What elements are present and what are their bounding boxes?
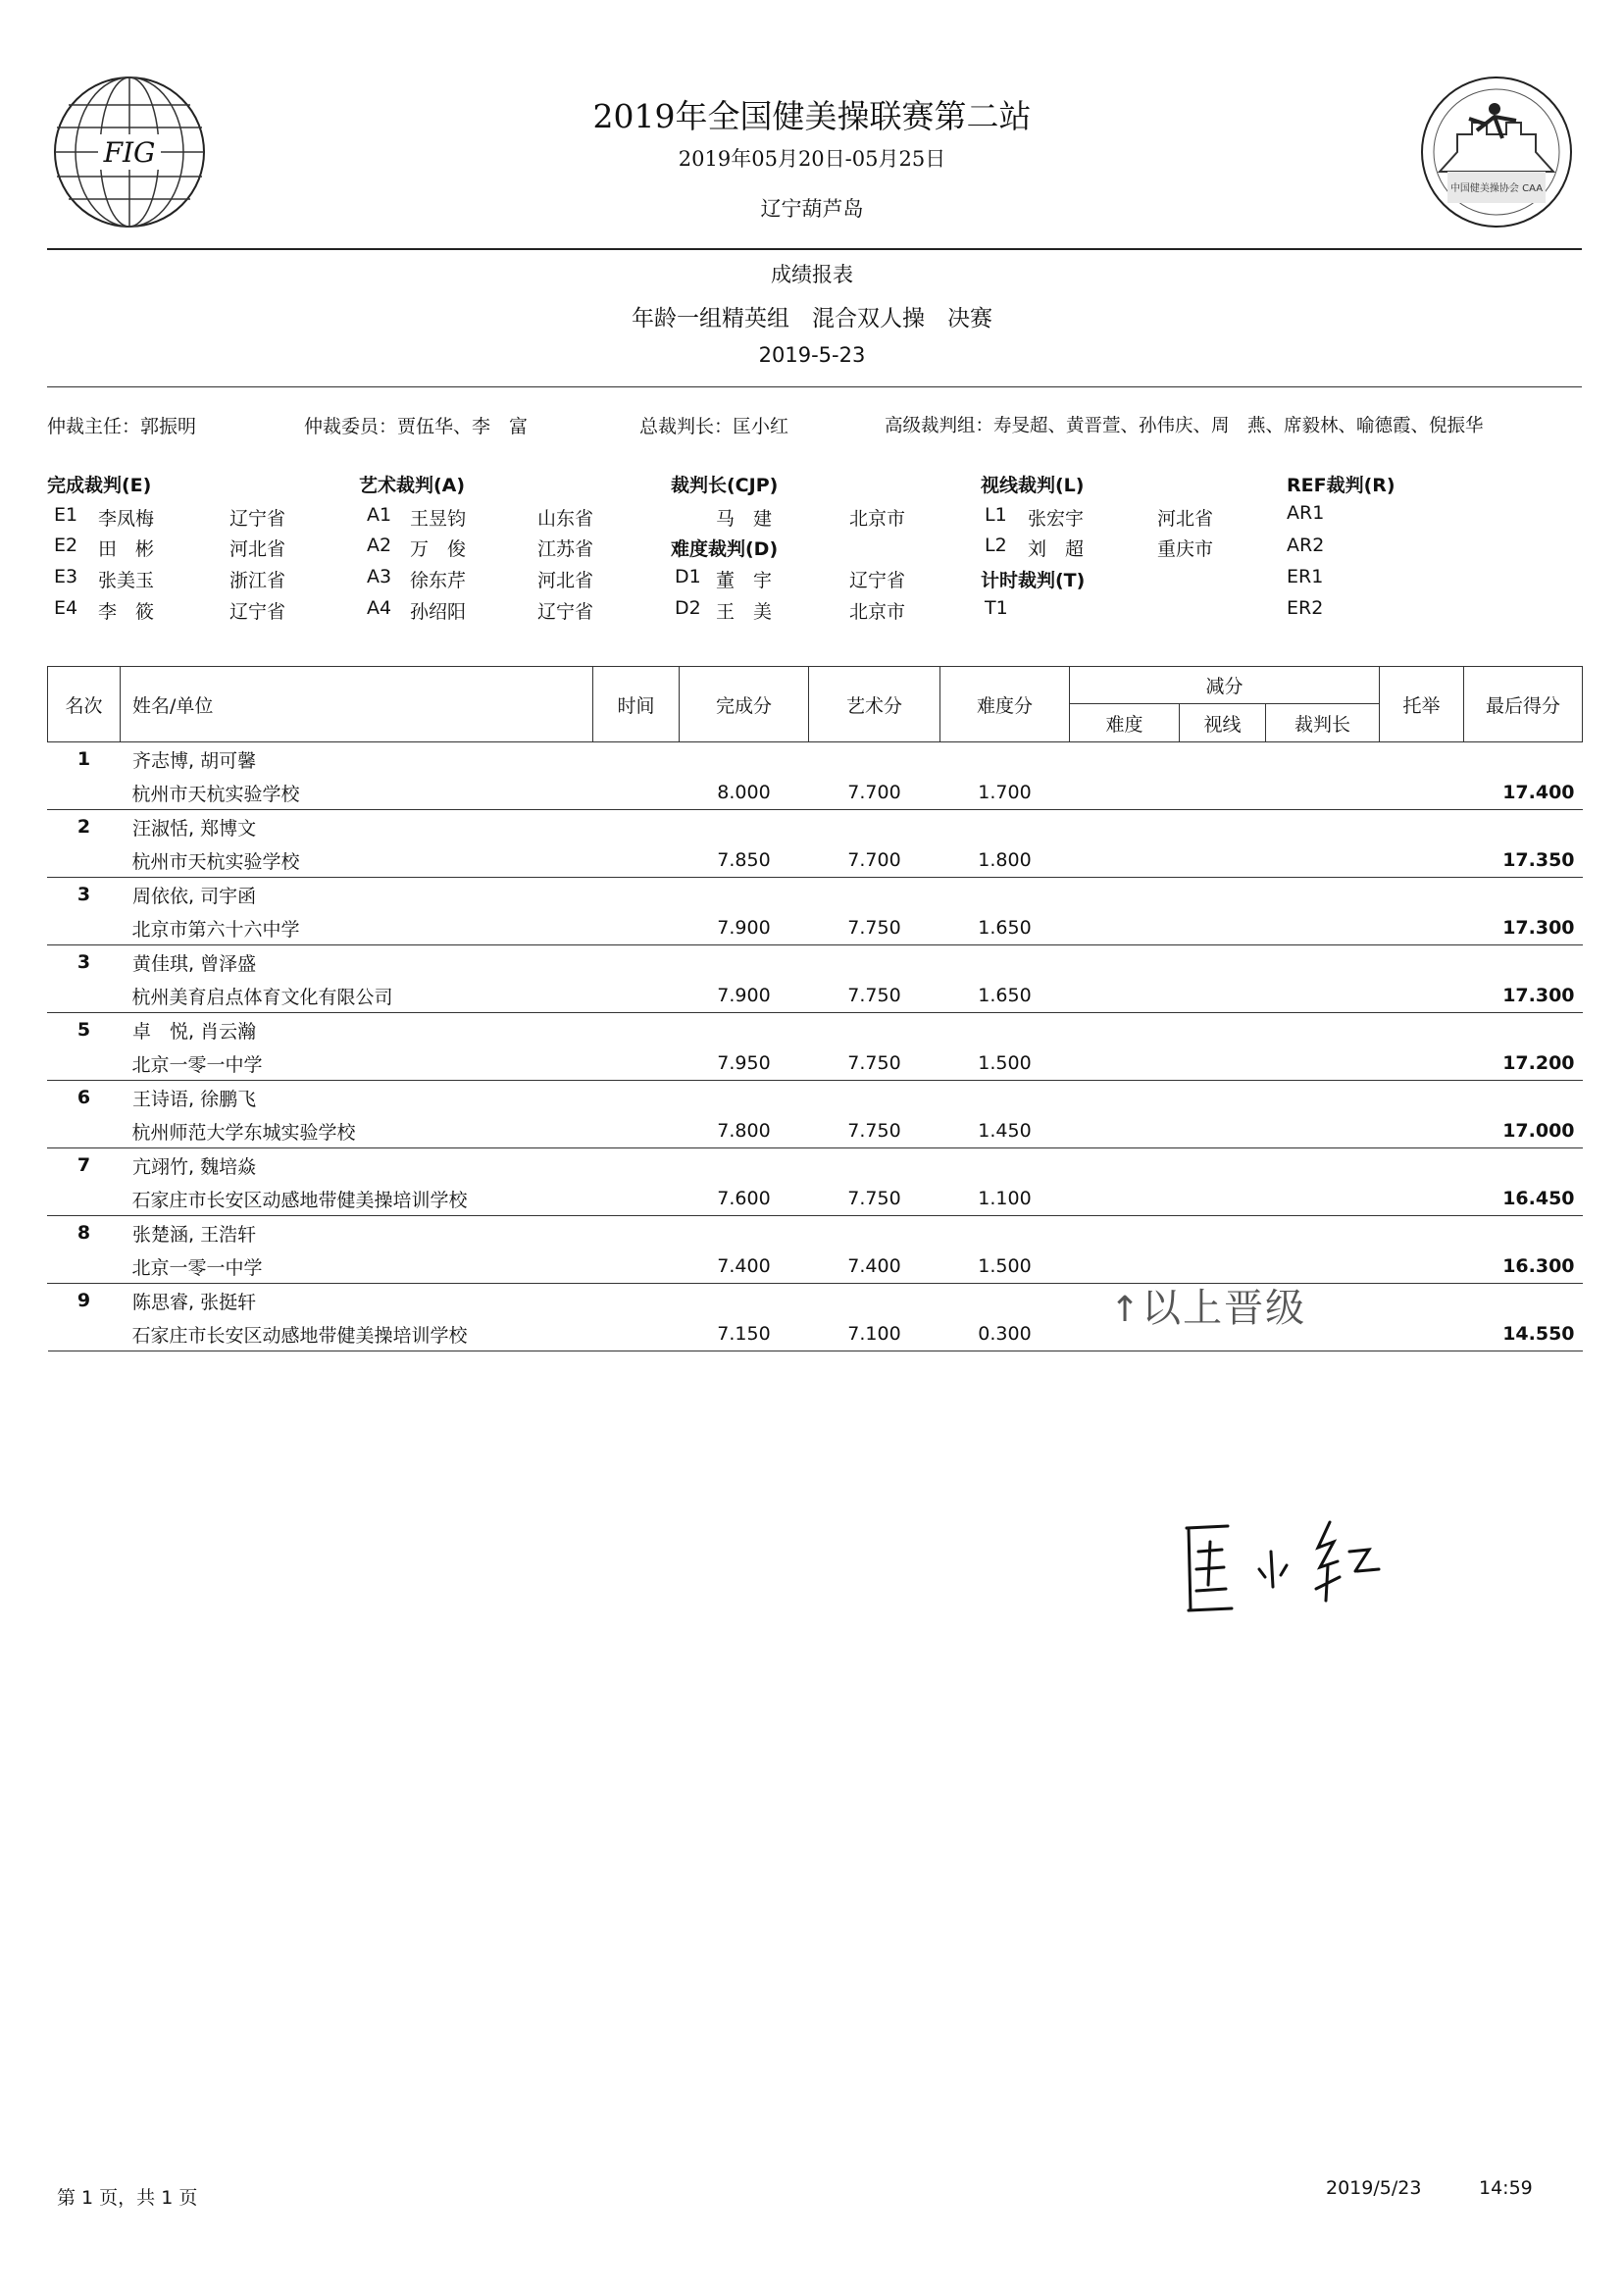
report-title: 成绩报表 (771, 263, 853, 286)
col-lift: 托举 (1380, 667, 1464, 742)
judge-name: 李凤梅 (98, 508, 155, 530)
art-score: 7.750 (809, 1114, 940, 1148)
ded-cjp-cell (1266, 776, 1380, 810)
result-row-scores (48, 979, 1583, 1013)
report-date: 2019-5-23 (758, 343, 866, 367)
ded-line-cell (1180, 979, 1266, 1013)
time-cell (593, 1114, 680, 1148)
judge-name: 董 宇 (716, 570, 773, 591)
result-row-names (48, 945, 1583, 980)
result-row-scores (48, 1114, 1583, 1148)
ref-judge: AR2 (1287, 535, 1325, 556)
exec-score: 7.900 (680, 979, 809, 1013)
judge-code: A2 (367, 535, 392, 556)
judge-code: A1 (367, 504, 392, 526)
artistry-judges-title: 艺术裁判(A) (359, 475, 466, 496)
exec-score: 7.850 (680, 843, 809, 878)
empty-cell (48, 843, 121, 878)
judge-name: 刘 超 (1028, 538, 1085, 560)
athletes-cell: 汪淑恬, 郑博文 (132, 817, 257, 840)
judge-name: 李 筱 (98, 601, 155, 623)
exec-score: 7.950 (680, 1046, 809, 1081)
exec-score: 8.000 (680, 776, 809, 810)
col-time: 时间 (593, 667, 680, 742)
lift-cell (1380, 1046, 1464, 1081)
ded-diff-cell (1070, 776, 1180, 810)
empty-cell (48, 911, 121, 945)
judge-code: E2 (54, 535, 78, 556)
empty-cell (48, 1046, 121, 1081)
rank-cell: 9 (76, 1290, 91, 1311)
result-row-names (48, 1216, 1583, 1250)
ded-line-cell (1180, 843, 1266, 878)
cjp-name: 马 建 (716, 508, 773, 530)
judge-province: 河北省 (1157, 508, 1214, 530)
judge-code: E4 (54, 597, 78, 619)
judge-name: 田 彬 (98, 538, 155, 560)
diff-score: 1.450 (940, 1114, 1070, 1148)
print-time: 14:59 (1479, 2177, 1533, 2199)
results-table (47, 666, 1583, 1351)
ref-judge: AR1 (1287, 502, 1325, 524)
judge-name: 孙绍阳 (410, 601, 467, 623)
empty-cell (593, 810, 1583, 844)
empty-cell (48, 979, 121, 1013)
head-judge: 总裁判长：匡小红 (639, 416, 789, 437)
ded-diff-cell (1070, 1046, 1180, 1081)
ded-diff-cell (1070, 1114, 1180, 1148)
execution-judges-title: 完成裁判(E) (47, 475, 152, 496)
time-cell (593, 1182, 680, 1216)
judge-code: A3 (367, 566, 392, 587)
unit-cell: 北京一零一中学 (121, 1249, 593, 1284)
diff-score: 1.500 (940, 1249, 1070, 1284)
empty-cell (593, 878, 1583, 912)
ded-line-cell (1180, 911, 1266, 945)
competition-dates: 2019年05月20日-05月25日 (678, 147, 946, 171)
qualification-note (1110, 1277, 1306, 1333)
athletes-cell: 卓 悦, 肖云瀚 (132, 1020, 257, 1043)
ded-cjp-cell (1266, 1114, 1380, 1148)
ded-line-cell (1180, 776, 1266, 810)
unit-cell: 北京市第六十六中学 (121, 911, 593, 945)
exec-score: 7.800 (680, 1114, 809, 1148)
header-divider (47, 248, 1582, 250)
lift-cell (1380, 1114, 1464, 1148)
time-cell (593, 1317, 680, 1351)
qualification-note-text: 以上晋级 (1142, 1286, 1307, 1331)
unit-cell: 杭州师范大学东城实验学校 (121, 1114, 593, 1148)
diff-score: 1.700 (940, 776, 1070, 810)
judge-province: 辽宁省 (229, 601, 286, 623)
result-row-names (48, 810, 1583, 844)
diff-score: 1.100 (940, 1182, 1070, 1216)
art-score: 7.700 (809, 843, 940, 878)
line-judges-title: 视线裁判(L) (981, 475, 1085, 496)
ded-cjp-cell (1266, 911, 1380, 945)
art-score: 7.750 (809, 979, 940, 1013)
judge-province: 辽宁省 (849, 570, 906, 591)
page-number: 第 1 页，共 1 页 (57, 2187, 198, 2209)
result-row-names (48, 1013, 1583, 1047)
art-score: 7.700 (809, 776, 940, 810)
judge-name: 王 美 (716, 601, 773, 623)
diff-score: 1.650 (940, 911, 1070, 945)
final-score: 17.350 (1464, 843, 1583, 878)
rank-cell: 2 (76, 816, 91, 838)
cjp-province: 北京市 (849, 508, 906, 530)
judge-name: 徐东芹 (410, 570, 467, 591)
judge-name: 万 俊 (410, 538, 467, 560)
judge-code: D1 (675, 566, 701, 587)
judge-province: 浙江省 (229, 570, 286, 591)
competition-title: 2019年全国健美操联赛第二站 (592, 97, 1032, 135)
time-cell (593, 843, 680, 878)
judge-code: L1 (985, 504, 1007, 526)
judge-province: 江苏省 (537, 538, 594, 560)
unit-cell: 杭州美育启点体育文化有限公司 (121, 979, 593, 1013)
print-date: 2019/5/23 (1326, 2177, 1422, 2199)
col-ded-cjp: 裁判长 (1266, 704, 1380, 742)
judge-name: 张宏宇 (1028, 508, 1085, 530)
ded-line-cell (1180, 1182, 1266, 1216)
judge-code: L2 (985, 535, 1007, 556)
result-row-names (48, 1081, 1583, 1115)
fig-logo-text: FIG (103, 136, 156, 169)
time-cell (593, 776, 680, 810)
cjp-title: 裁判长(CJP) (671, 475, 779, 496)
diff-score: 0.300 (940, 1317, 1070, 1351)
result-row-scores (48, 843, 1583, 878)
rank-cell: 3 (76, 884, 91, 905)
final-score: 17.400 (1464, 776, 1583, 810)
caa-logo-text: 中国健美操协会 CAA (1449, 183, 1544, 194)
col-art: 艺术分 (809, 667, 940, 742)
result-row-names (48, 742, 1583, 777)
rank-cell: 8 (76, 1222, 91, 1244)
empty-cell (593, 742, 1583, 777)
rank-cell: 5 (76, 1019, 91, 1041)
lift-cell (1380, 1249, 1464, 1284)
athletes-cell: 黄佳琪, 曾泽盛 (132, 952, 257, 975)
athletes-cell: 陈思睿, 张挺轩 (132, 1291, 257, 1313)
rank-cell: 1 (76, 748, 91, 770)
athletes-cell: 王诗语, 徐鹏飞 (132, 1088, 257, 1110)
col-final: 最后得分 (1464, 667, 1583, 742)
judge-code: E1 (54, 504, 78, 526)
judge-province: 北京市 (849, 601, 906, 623)
judge-code: E3 (54, 566, 78, 587)
lift-cell (1380, 1182, 1464, 1216)
ded-cjp-cell (1266, 979, 1380, 1013)
judge-province: 河北省 (229, 538, 286, 560)
ded-diff-cell (1070, 1182, 1180, 1216)
exec-score: 7.150 (680, 1317, 809, 1351)
unit-cell: 石家庄市长安区动感地带健美操培训学校 (121, 1317, 593, 1351)
art-score: 7.400 (809, 1249, 940, 1284)
up-arrow-icon: ↑ (1110, 1290, 1142, 1330)
rank-cell: 7 (76, 1154, 91, 1176)
final-score: 17.300 (1464, 979, 1583, 1013)
time-cell (593, 1249, 680, 1284)
exec-score: 7.900 (680, 911, 809, 945)
final-score: 14.550 (1464, 1317, 1583, 1351)
empty-cell (593, 1081, 1583, 1115)
result-row-names (48, 878, 1583, 912)
empty-cell (48, 1114, 121, 1148)
senior-panel: 高级裁判组：寿旻超、黄晋萱、孙伟庆、周 燕、席毅林、喻德霞、倪振华 (885, 416, 1484, 436)
col-ded-line: 视线 (1180, 704, 1266, 742)
col-exec: 完成分 (680, 667, 809, 742)
judge-province: 河北省 (537, 570, 594, 591)
lift-cell (1380, 1317, 1464, 1351)
athletes-cell: 齐志博, 胡可馨 (132, 749, 257, 772)
exec-score: 7.400 (680, 1249, 809, 1284)
time-judges-title: 计时裁判(T) (981, 570, 1086, 591)
judge-code: D2 (675, 597, 701, 619)
art-score: 7.750 (809, 1182, 940, 1216)
col-rank: 名次 (48, 667, 121, 742)
art-score: 7.750 (809, 911, 940, 945)
unit-cell: 石家庄市长安区动感地带健美操培训学校 (121, 1182, 593, 1216)
final-score: 16.450 (1464, 1182, 1583, 1216)
result-row-scores (48, 1182, 1583, 1216)
result-row-scores (48, 911, 1583, 945)
judge-province: 辽宁省 (537, 601, 594, 623)
empty-cell (593, 1013, 1583, 1047)
diff-score: 1.500 (940, 1046, 1070, 1081)
judge-province: 辽宁省 (229, 508, 286, 530)
ded-line-cell (1180, 1114, 1266, 1148)
athletes-cell: 周依依, 司宇函 (132, 885, 257, 907)
unit-cell: 北京一零一中学 (121, 1046, 593, 1081)
competition-location: 辽宁葫芦岛 (760, 197, 864, 221)
empty-cell (48, 1249, 121, 1284)
col-deductions: 减分 (1070, 667, 1380, 704)
final-score: 17.300 (1464, 911, 1583, 945)
col-diff: 难度分 (940, 667, 1070, 742)
difficulty-judges-title: 难度裁判(D) (671, 538, 779, 560)
judge-code: T1 (985, 597, 1008, 619)
event-title: 年龄一组精英组 混合双人操 决赛 (632, 306, 992, 331)
ded-diff-cell (1070, 843, 1180, 878)
unit-cell: 杭州市天杭实验学校 (121, 776, 593, 810)
final-score: 17.000 (1464, 1114, 1583, 1148)
ded-cjp-cell (1266, 1182, 1380, 1216)
lift-cell (1380, 843, 1464, 878)
lift-cell (1380, 776, 1464, 810)
rank-cell: 3 (76, 951, 91, 973)
handwritten-signature (1173, 1512, 1398, 1622)
ref-judge: ER2 (1287, 597, 1324, 619)
officials-divider (47, 386, 1582, 387)
result-row-scores (48, 1317, 1583, 1351)
unit-cell: 杭州市天杭实验学校 (121, 843, 593, 878)
empty-cell (593, 1148, 1583, 1183)
empty-cell (593, 1284, 1583, 1318)
judge-code: A4 (367, 597, 392, 619)
diff-score: 1.800 (940, 843, 1070, 878)
chief-judge: 仲裁主任：郭振明 (47, 416, 197, 437)
judge-province: 重庆市 (1157, 538, 1214, 560)
diff-score: 1.650 (940, 979, 1070, 1013)
judge-name: 张美玉 (98, 570, 155, 591)
ded-line-cell (1180, 1046, 1266, 1081)
result-row-scores (48, 776, 1583, 810)
art-score: 7.750 (809, 1046, 940, 1081)
empty-cell (48, 1317, 121, 1351)
result-row-names (48, 1284, 1583, 1318)
result-row-scores (48, 1046, 1583, 1081)
athletes-cell: 张楚涵, 王浩轩 (132, 1223, 257, 1246)
ded-cjp-cell (1266, 843, 1380, 878)
time-cell (593, 1046, 680, 1081)
judge-name: 王昱钧 (410, 508, 467, 530)
empty-cell (48, 1182, 121, 1216)
jury-members: 仲裁委员：贾伍华、李 富 (304, 416, 529, 437)
ref-judge: ER1 (1287, 566, 1324, 587)
art-score: 7.100 (809, 1317, 940, 1351)
ref-judges-title: REF裁判(R) (1287, 475, 1396, 496)
athletes-cell: 亢翊竹, 魏培焱 (132, 1155, 257, 1178)
final-score: 17.200 (1464, 1046, 1583, 1081)
ded-cjp-cell (1266, 1046, 1380, 1081)
empty-cell (593, 945, 1583, 980)
rank-cell: 6 (76, 1087, 91, 1108)
lift-cell (1380, 979, 1464, 1013)
lift-cell (1380, 911, 1464, 945)
result-row-scores (48, 1249, 1583, 1284)
time-cell (593, 911, 680, 945)
final-score: 16.300 (1464, 1249, 1583, 1284)
ded-diff-cell (1070, 911, 1180, 945)
judge-province: 山东省 (537, 508, 594, 530)
col-name: 姓名/单位 (121, 667, 593, 742)
exec-score: 7.600 (680, 1182, 809, 1216)
time-cell (593, 979, 680, 1013)
empty-cell (593, 1216, 1583, 1250)
col-ded-diff: 难度 (1070, 704, 1180, 742)
empty-cell (48, 776, 121, 810)
result-row-names (48, 1148, 1583, 1183)
ded-diff-cell (1070, 979, 1180, 1013)
